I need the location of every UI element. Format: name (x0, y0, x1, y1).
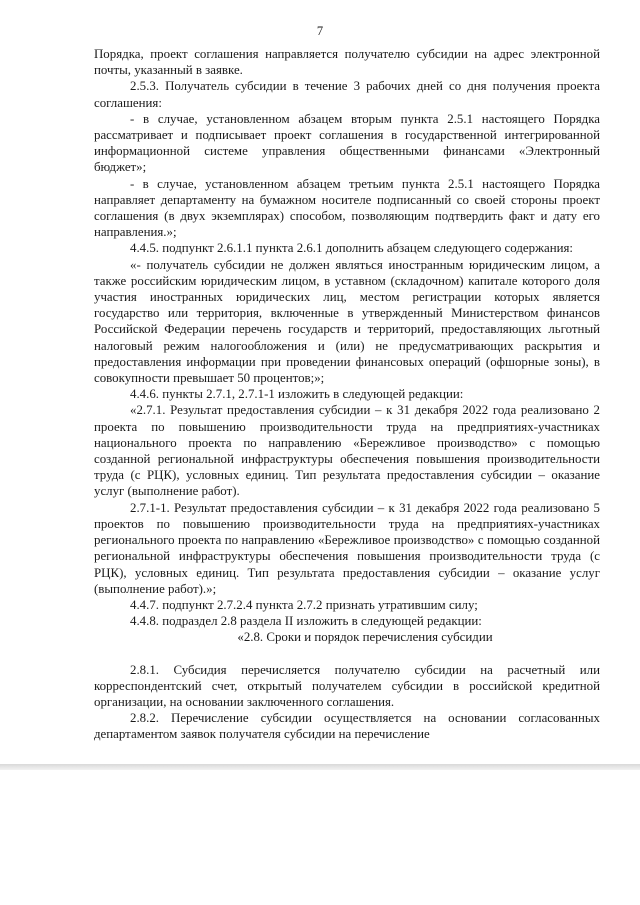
paragraph: 2.8.2. Перечисление субсидии осуществляется на основании согласованных департаментом заявок получателя субсидии на перечисление (94, 711, 600, 742)
paragraph: - в случае, установленном абзацем третьим пункта 2.5.1 настоящего Порядка направляет департаменту на бумажном носителе подписанный со своей стороны проект соглашения (в двух экземплярах) способом, позволяющим подтвердить факт и дату его направления.»; (94, 176, 600, 240)
paragraph: Порядка, проект соглашения направляется получателю субсидии на адрес электронной почты, указанный в заявке. (94, 47, 600, 78)
paragraph: 2.5.3. Получатель субсидии в течение 3 рабочих дней со дня получения проекта соглашения: (94, 79, 600, 110)
paragraph: 4.4.8. подраздел 2.8 раздела II изложить в следующей редакции: (130, 614, 482, 629)
page-number: 7 (316, 24, 324, 38)
document-body (94, 46, 600, 743)
paragraph: 4.4.6. пункты 2.7.1, 2.7.1-1 изложить в следующей редакции: (130, 387, 464, 402)
paragraph: 2.7.1-1. Результат предоставления субсидии – к 31 декабря 2022 года реализовано 5 проектов по повышению производительности труда на предприятиях-участниках регионального проекта по направлению «Бережливое производство» с помощью созданной региональной инфраструктуры обеспечения повышения производительности труда (с РЦК), условных единиц. Тип результата предоставления субсидии – оказание услуг (выполнение работ).»; (94, 500, 600, 596)
paragraph: «- получатель субсидии не должен являться иностранным юридическим лицом, а также российским юридическим лицом, в уставном (складочном) капитале которого доля участия иностранных юридических лиц, местом регистрации которых является государство или территория, включенные в утвержденный Министерством финансов Российской Федерации перечень государств и территорий, предоставляющих льготный налоговый режим налогообложения и (или) не предусматривающих раскрытия и предоставления информации при проведении финансовых операций (офшорные зоны), в совокупности превышает 50 процентов;»; (94, 257, 600, 386)
section-heading: «2.8. Сроки и порядок перечисления субсидии (237, 630, 493, 645)
paragraph: - в случае, установленном абзацем вторым пункта 2.5.1 настоящего Порядка рассматривает и подписывает проект соглашения в государственной интегрированной информационной системе управления общественными финансами «Электронный бюджет»; (94, 111, 600, 175)
paragraph: «2.7.1. Результат предоставления субсидии – к 31 декабря 2022 года реализовано 2 проекта по повышению производительности труда на предприятиях-участниках национального проекта по направлению «Бережливое производство» с помощью созданной региональной инфраструктуры обеспечения повышения производительности труда (с РЦК), условных единиц. Тип результата предоставления субсидии – оказание услуг (выполнение работ). (94, 403, 600, 499)
paragraph: 2.8.1. Субсидия перечисляется получателю субсидии на расчетный или корреспондентский счет, открытый получателем субсидии в российской кредитной организации, на основании заключенного соглашения. (94, 662, 600, 709)
page-edge-shadow (0, 764, 640, 770)
paragraph: 4.4.7. подпункт 2.7.2.4 пункта 2.7.2 признать утратившим силу; (130, 597, 478, 612)
paragraph: 4.4.5. подпункт 2.6.1.1 пункта 2.6.1 дополнить абзацем следующего содержания: (130, 241, 574, 256)
